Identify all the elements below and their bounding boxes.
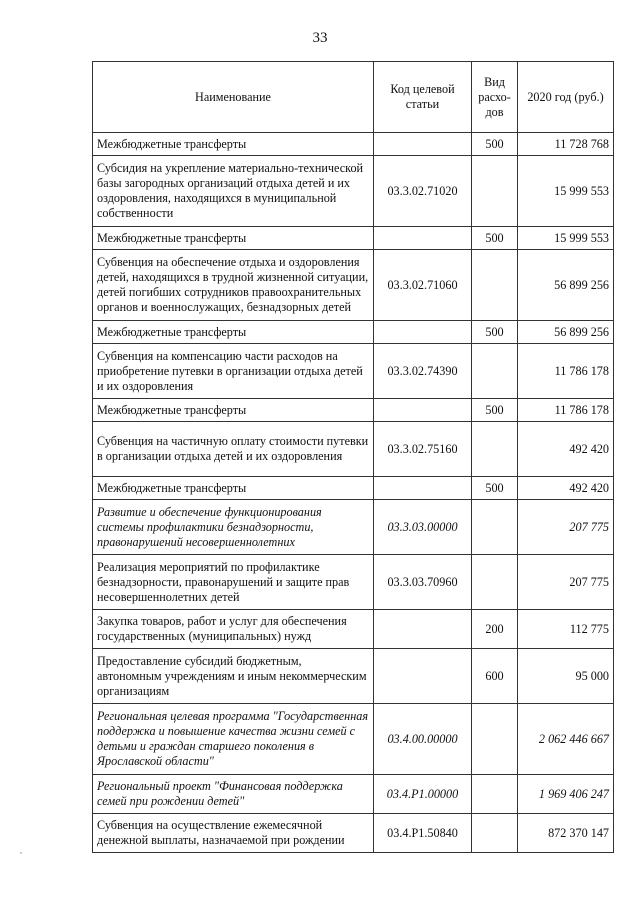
cell-amount: 11 786 178 [518,344,614,399]
cell-code [374,477,472,500]
cell-kind: 500 [472,133,518,156]
table-row [93,344,614,399]
table-row [93,321,614,344]
cell-amount: 1 969 406 247 [518,775,614,814]
cell-code [374,649,472,704]
cell-name: Субсидия на укрепление материально-технической базы загородных организаций отдыха детей и их оздоровления, находящихся в муниципальной собственности [93,156,374,227]
cell-amount: 207 775 [518,555,614,610]
cell-amount: 56 899 256 [518,250,614,321]
cell-name: Межбюджетные трансферты [93,227,374,250]
cell-code: 03.3.02.71060 [374,250,472,321]
table-row [93,133,614,156]
cell-kind [472,814,518,853]
table-row [93,422,614,477]
cell-name: Закупка товаров, работ и услуг для обеспечения государственных (муниципальных) нужд [93,610,374,649]
cell-code: 03.3.03.70960 [374,555,472,610]
cell-code [374,399,472,422]
cell-code [374,321,472,344]
header-name: Наименование [93,62,374,133]
cell-amount: 11 728 768 [518,133,614,156]
cell-name: Субвенция на частичную оплату стоимости путевки в организации отдыха детей и их оздоровления [93,422,374,477]
header-kind: Вид расхо-дов [472,62,518,133]
cell-name: Региональная целевая программа "Государственная поддержка и повышение качества жизни семей с детьми и граждан старшего поколения в Ярославской области" [93,704,374,775]
cell-amount: 872 370 147 [518,814,614,853]
cell-name: Субвенция на компенсацию части расходов на приобретение путевки в организации отдыха детей и их оздоровления [93,344,374,399]
table-body [93,133,614,853]
table-row [93,704,614,775]
cell-code: 03.4.P1.00000 [374,775,472,814]
cell-name: Субвенция на осуществление ежемесячной денежной выплаты, назначаемой при рождении [93,814,374,853]
cell-code: 03.3.02.75160 [374,422,472,477]
cell-kind: 500 [472,399,518,422]
table-header-row [93,62,614,133]
cell-kind [472,704,518,775]
cell-kind: 500 [472,321,518,344]
cell-name: Развитие и обеспечение функционирования системы профилактики безнадзорности, правонарушений несовершеннолетних [93,500,374,555]
cell-kind: 200 [472,610,518,649]
table-row [93,610,614,649]
table-row [93,555,614,610]
cell-kind [472,555,518,610]
cell-name: Межбюджетные трансферты [93,477,374,500]
table-row [93,156,614,227]
cell-amount: 95 000 [518,649,614,704]
budget-table [92,61,614,853]
cell-code: 03.3.02.74390 [374,344,472,399]
cell-amount: 15 999 553 [518,156,614,227]
table-row [93,399,614,422]
cell-code: 03.3.02.71020 [374,156,472,227]
cell-code: 03.3.03.00000 [374,500,472,555]
table-row [93,814,614,853]
cell-name: Межбюджетные трансферты [93,321,374,344]
cell-amount: 56 899 256 [518,321,614,344]
cell-amount: 11 786 178 [518,399,614,422]
header-code: Код целевой статьи [374,62,472,133]
cell-amount: 492 420 [518,422,614,477]
cell-amount: 207 775 [518,500,614,555]
table-row [93,477,614,500]
cell-kind [472,250,518,321]
cell-code: 03.4.00.00000 [374,704,472,775]
table-row [93,649,614,704]
cell-name: Региональный проект "Финансовая поддержка семей при рождении детей" [93,775,374,814]
cell-name: Предоставление субсидий бюджетным, автономным учреждениям и иным некоммерческим организациям [93,649,374,704]
cell-kind: 500 [472,477,518,500]
cell-kind: 500 [472,227,518,250]
cell-amount: 492 420 [518,477,614,500]
cell-kind [472,775,518,814]
cell-code: 03.4.P1.50840 [374,814,472,853]
cell-amount: 112 775 [518,610,614,649]
cell-amount: 15 999 553 [518,227,614,250]
cell-kind: 600 [472,649,518,704]
cell-kind [472,500,518,555]
scan-mark [20,852,22,854]
cell-code [374,133,472,156]
cell-code [374,227,472,250]
cell-name: Межбюджетные трансферты [93,399,374,422]
cell-code [374,610,472,649]
cell-amount: 2 062 446 667 [518,704,614,775]
header-amount: 2020 год (руб.) [518,62,614,133]
cell-kind [472,156,518,227]
cell-name: Межбюджетные трансферты [93,133,374,156]
table-row [93,227,614,250]
table-row [93,250,614,321]
table-row [93,500,614,555]
cell-kind [472,344,518,399]
table-row [93,775,614,814]
page-number: 33 [312,30,328,46]
cell-kind [472,422,518,477]
cell-name: Субвенция на обеспечение отдыха и оздоровления детей, находящихся в трудной жизненной ситуации, детей погибших сотрудников правоохранительных органов и военнослужащих, безнадзорных детей [93,250,374,321]
cell-name: Реализация мероприятий по профилактике безнадзорности, правонарушений и защите прав несовершеннолетних детей [93,555,374,610]
